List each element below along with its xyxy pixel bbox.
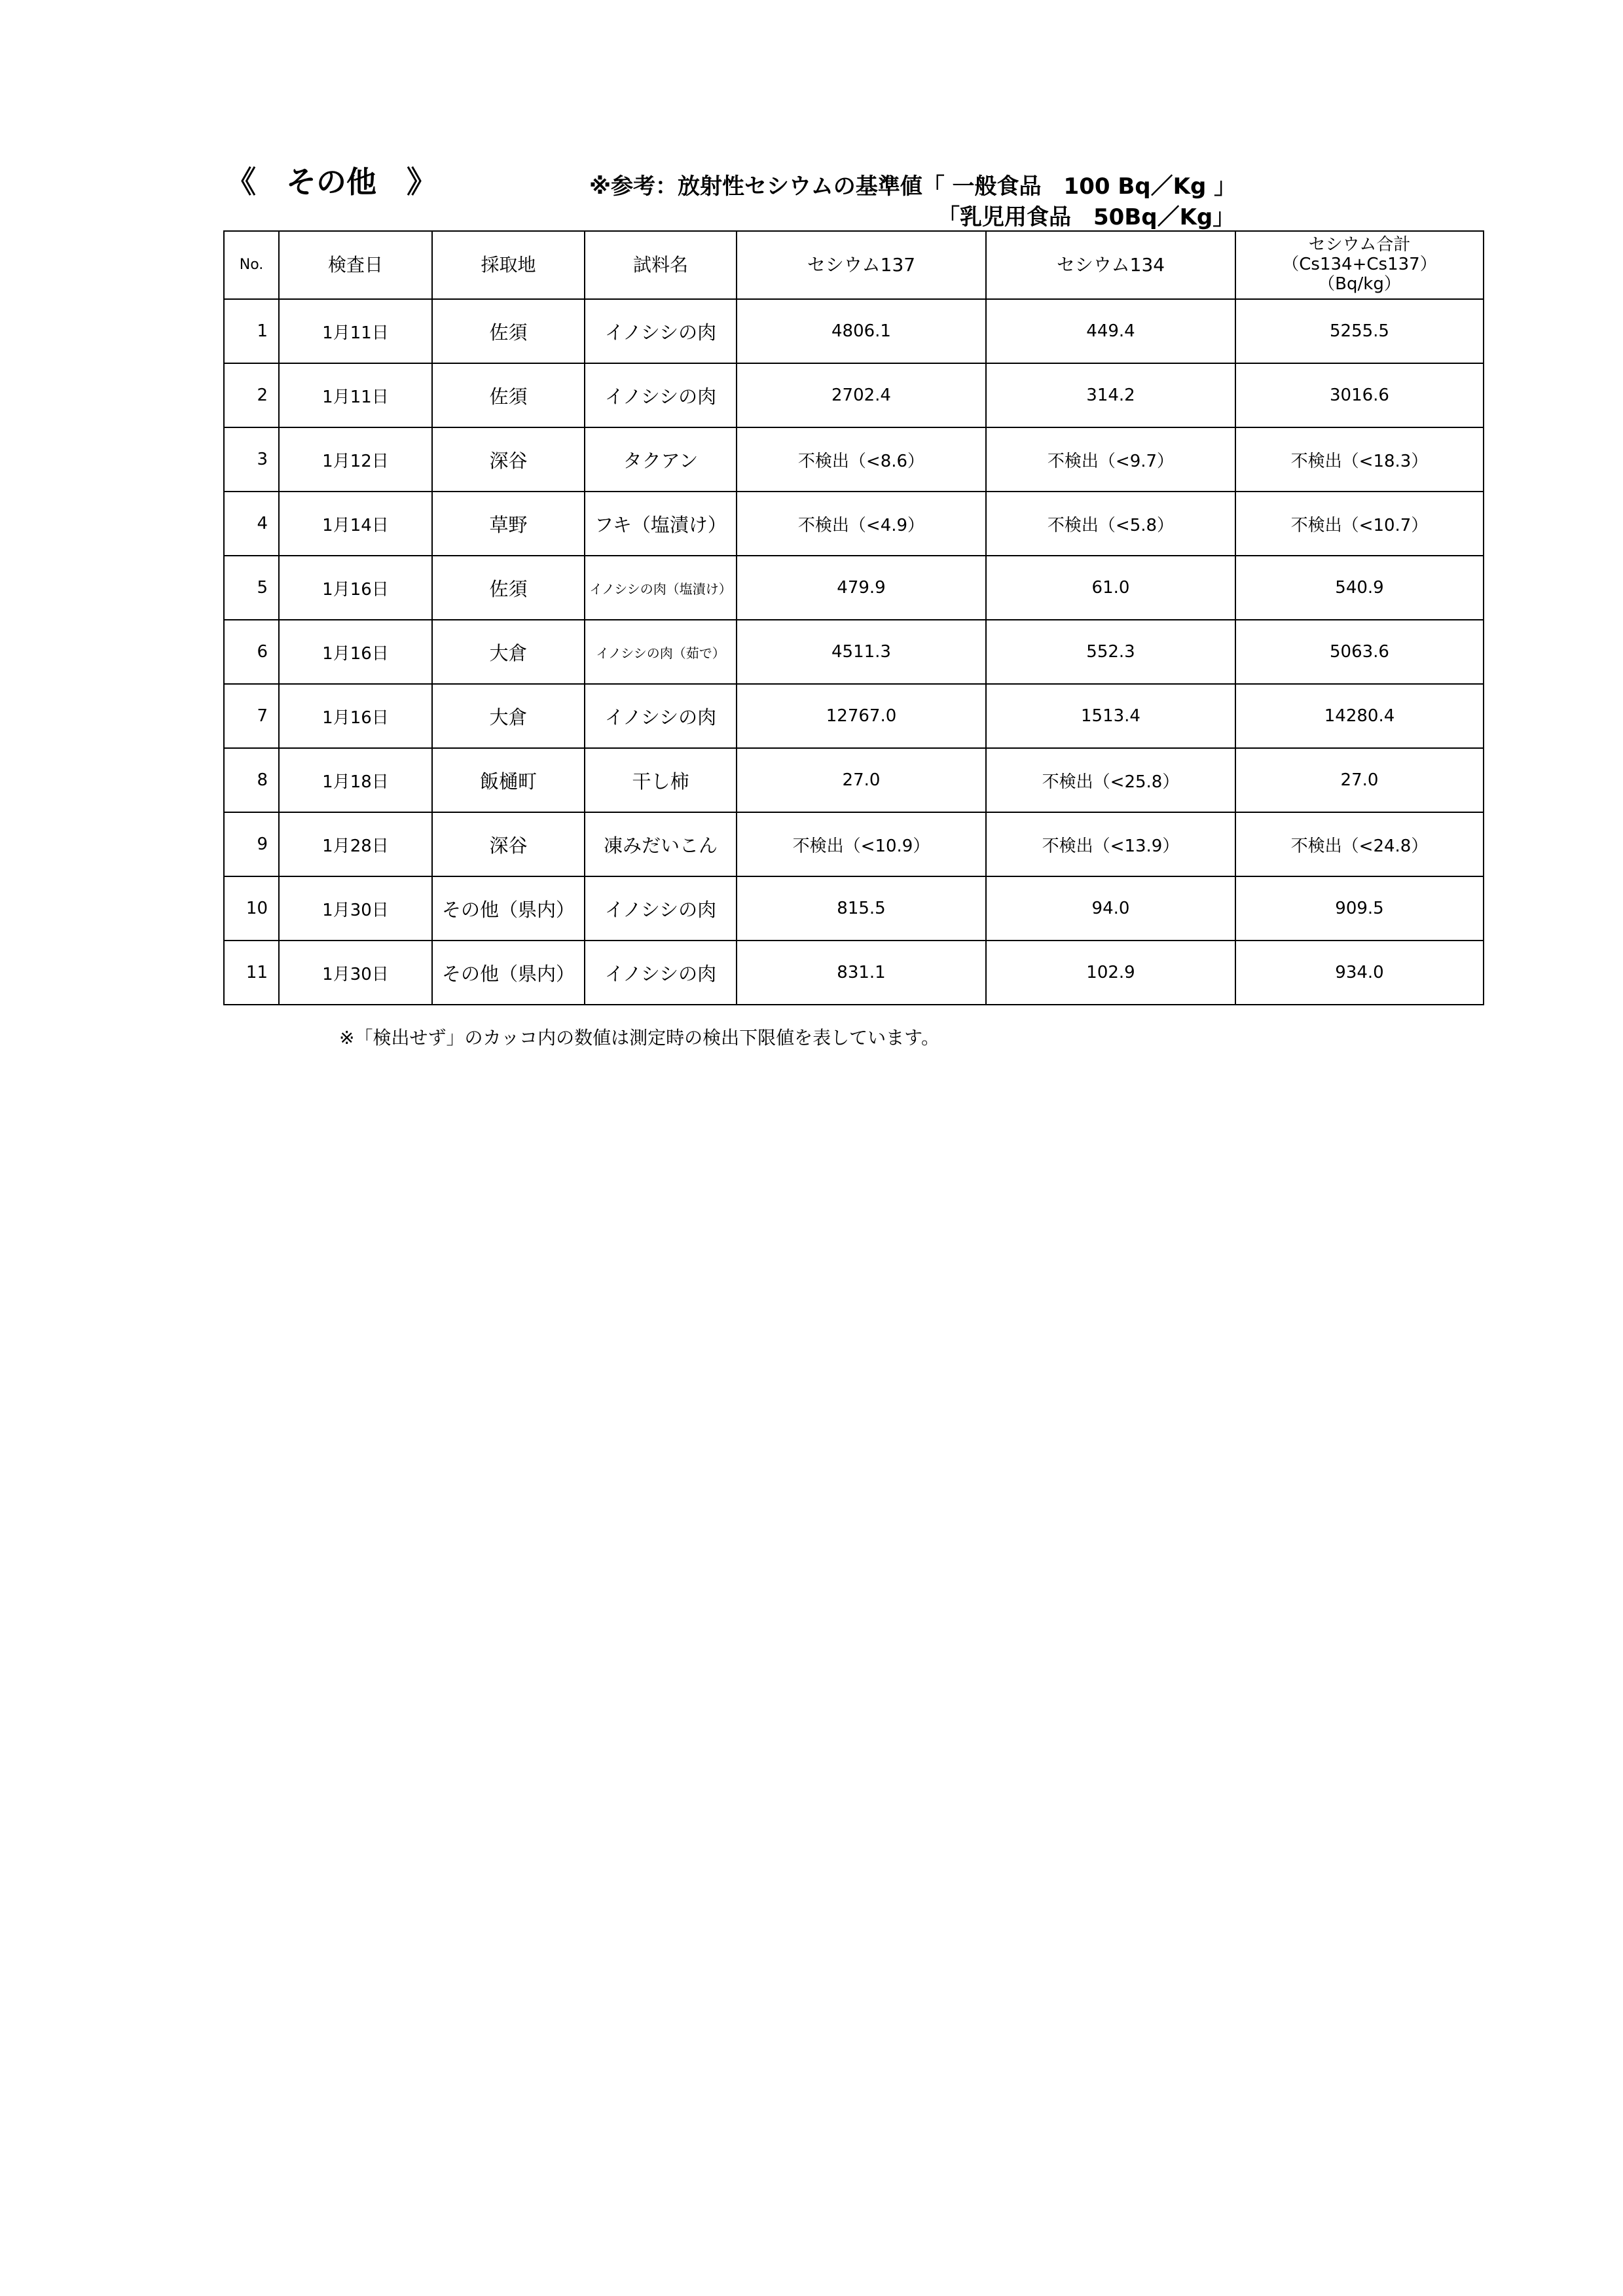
reference-standard-general: ※参考：放射性セシウムの基準値「 一般食品 100 Bq／Kg 」 <box>589 173 1237 200</box>
cell-date: 1月28日 <box>279 812 432 876</box>
cell-date: 1月12日 <box>279 427 432 492</box>
header-sample: 試料名 <box>585 231 737 299</box>
header-total-formula: （Cs134+Cs137） <box>1282 255 1437 275</box>
header-date: 検査日 <box>279 231 432 299</box>
cell-no: 10 <box>224 876 279 941</box>
cell-total: 5063.6 <box>1235 620 1484 684</box>
cell-date: 1月16日 <box>279 684 432 748</box>
cell-cs137: 不検出（<10.9） <box>737 812 986 876</box>
cell-sample: フキ（塩漬け） <box>585 492 737 556</box>
table-row <box>224 299 1484 363</box>
cell-cs134: 不検出（<9.7） <box>986 427 1235 492</box>
cell-cs137: 4806.1 <box>737 299 986 363</box>
header-total-title: セシウム合計 <box>1308 235 1411 255</box>
cell-cs137: 2702.4 <box>737 363 986 427</box>
cell-location: 佐須 <box>432 299 585 363</box>
cell-cs134: 不検出（<5.8） <box>986 492 1235 556</box>
table-row <box>224 748 1484 812</box>
cell-location: その他（県内） <box>432 941 585 1005</box>
cell-date: 1月16日 <box>279 556 432 620</box>
cell-sample: 凍みだいこん <box>585 812 737 876</box>
cell-location: 深谷 <box>432 812 585 876</box>
table-row <box>224 620 1484 684</box>
header-total <box>1235 231 1484 299</box>
cell-total: 5255.5 <box>1235 299 1484 363</box>
table-row <box>224 876 1484 941</box>
cell-total: 不検出（<10.7） <box>1235 492 1484 556</box>
cell-sample: イノシシの肉（茹で） <box>585 620 737 684</box>
cell-cs137: 831.1 <box>737 941 986 1005</box>
page-title: 《 その他 》 <box>226 164 437 200</box>
cell-location: 大倉 <box>432 620 585 684</box>
cell-cs134: 552.3 <box>986 620 1235 684</box>
cell-cs137: 815.5 <box>737 876 986 941</box>
cell-total: 540.9 <box>1235 556 1484 620</box>
cell-date: 1月11日 <box>279 299 432 363</box>
cell-cs134: 61.0 <box>986 556 1235 620</box>
cell-no: 1 <box>224 299 279 363</box>
cell-date: 1月14日 <box>279 492 432 556</box>
table-row <box>224 812 1484 876</box>
cell-date: 1月30日 <box>279 941 432 1005</box>
cell-no: 3 <box>224 427 279 492</box>
table-row <box>224 492 1484 556</box>
cell-no: 11 <box>224 941 279 1005</box>
cell-sample: イノシシの肉 <box>585 363 737 427</box>
cell-cs137: 479.9 <box>737 556 986 620</box>
table-row <box>224 363 1484 427</box>
cell-sample: イノシシの肉 <box>585 299 737 363</box>
cell-no: 5 <box>224 556 279 620</box>
cell-sample: 干し柿 <box>585 748 737 812</box>
cell-cs134: 1513.4 <box>986 684 1235 748</box>
cell-no: 7 <box>224 684 279 748</box>
cell-no: 4 <box>224 492 279 556</box>
cell-cs137: 4511.3 <box>737 620 986 684</box>
cell-location: 深谷 <box>432 427 585 492</box>
cell-sample: イノシシの肉 <box>585 684 737 748</box>
cell-cs137: 不検出（<4.9） <box>737 492 986 556</box>
table-row <box>224 684 1484 748</box>
header-cs134: セシウム134 <box>986 231 1235 299</box>
cell-location: 大倉 <box>432 684 585 748</box>
cell-location: 草野 <box>432 492 585 556</box>
header-cs137: セシウム137 <box>737 231 986 299</box>
cell-date: 1月18日 <box>279 748 432 812</box>
header-no: No. <box>224 231 279 299</box>
cell-cs134: 314.2 <box>986 363 1235 427</box>
cell-total: 3016.6 <box>1235 363 1484 427</box>
cell-no: 8 <box>224 748 279 812</box>
cell-sample: イノシシの肉 <box>585 941 737 1005</box>
header-location: 採取地 <box>432 231 585 299</box>
reference-standard-infant: 「乳児用食品 50Bq／Kg」 <box>938 204 1235 230</box>
cell-location: 佐須 <box>432 363 585 427</box>
header-total-unit: （Bq/kg） <box>1318 274 1401 294</box>
cell-cs137: 12767.0 <box>737 684 986 748</box>
cell-cs134: 102.9 <box>986 941 1235 1005</box>
cell-date: 1月11日 <box>279 363 432 427</box>
cell-total: 909.5 <box>1235 876 1484 941</box>
cell-total: 27.0 <box>1235 748 1484 812</box>
cell-sample: イノシシの肉 <box>585 876 737 941</box>
cell-no: 9 <box>224 812 279 876</box>
cell-location: 佐須 <box>432 556 585 620</box>
cell-sample: タクアン <box>585 427 737 492</box>
table-row <box>224 556 1484 620</box>
cell-no: 2 <box>224 363 279 427</box>
cell-cs137: 27.0 <box>737 748 986 812</box>
cell-location: その他（県内） <box>432 876 585 941</box>
cell-date: 1月16日 <box>279 620 432 684</box>
cell-cs134: 不検出（<13.9） <box>986 812 1235 876</box>
cell-date: 1月30日 <box>279 876 432 941</box>
table-row <box>224 941 1484 1005</box>
cell-cs134: 449.4 <box>986 299 1235 363</box>
cell-sample: イノシシの肉（塩漬け） <box>585 556 737 620</box>
table-header-row <box>224 231 1484 299</box>
cell-cs134: 不検出（<25.8） <box>986 748 1235 812</box>
cell-no: 6 <box>224 620 279 684</box>
cell-total: 14280.4 <box>1235 684 1484 748</box>
cell-cs137: 不検出（<8.6） <box>737 427 986 492</box>
cell-total: 934.0 <box>1235 941 1484 1005</box>
footnote: ※「検出せず」のカッコ内の数値は測定時の検出下限値を表しています。 <box>339 1027 939 1049</box>
table-row <box>224 427 1484 492</box>
cell-cs134: 94.0 <box>986 876 1235 941</box>
cell-total: 不検出（<24.8） <box>1235 812 1484 876</box>
cell-total: 不検出（<18.3） <box>1235 427 1484 492</box>
cell-location: 飯樋町 <box>432 748 585 812</box>
results-table <box>223 230 1484 1005</box>
